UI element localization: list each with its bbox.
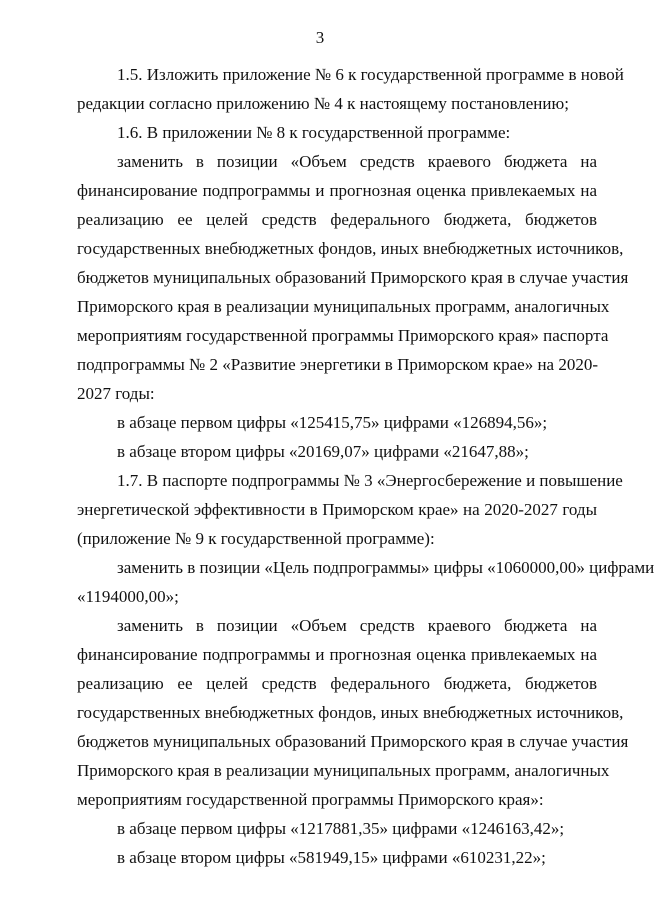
page-number: 3: [315, 28, 325, 47]
text-line: 1.6. В приложении № 8 к государственной программе:: [117, 123, 511, 142]
text-line: в абзаце втором цифры «581949,15» цифрами «610231,22»;: [117, 848, 546, 867]
text-line: мероприятиям государственной программы Приморского края» паспорта: [77, 326, 609, 345]
text-line: Приморского края в реализации муниципальных программ, аналогичных: [77, 297, 610, 316]
text-line: финансирование подпрограммы и прогнозная оценка привлекаемых на: [77, 645, 597, 664]
text-line: редакции согласно приложению № 4 к настоящему постановлению;: [77, 94, 569, 113]
text-line: реализацию ее целей средств федерального бюджета, бюджетов: [77, 674, 597, 693]
text-line: бюджетов муниципальных образований Приморского края в случае участия: [77, 268, 629, 287]
text-line: подпрограммы № 2 «Развитие энергетики в Приморском крае» на 2020-: [77, 355, 598, 374]
text-line: мероприятиям государственной программы Приморского края»:: [77, 790, 544, 809]
text-line: финансирование подпрограммы и прогнозная оценка привлекаемых на: [77, 181, 597, 200]
text-line: 2027 годы:: [77, 384, 155, 403]
text-line: «1194000,00»;: [77, 587, 179, 606]
text-line: в абзаце втором цифры «20169,07» цифрами «21647,88»;: [117, 442, 529, 461]
document-body: [77, 60, 654, 872]
text-line: заменить в позиции «Цель подпрограммы» цифры «1060000,00» цифрами: [117, 558, 654, 577]
text-line: бюджетов муниципальных образований Приморского края в случае участия: [77, 732, 629, 751]
text-line: заменить в позиции «Объем средств краевого бюджета на: [117, 152, 597, 171]
text-line: реализацию ее целей средств федерального бюджета, бюджетов: [77, 210, 597, 229]
text-line: государственных внебюджетных фондов, иных внебюджетных источников,: [77, 703, 624, 722]
text-line: 1.7. В паспорте подпрограммы № 3 «Энергосбережение и повышение: [117, 471, 623, 490]
text-line: энергетической эффективности в Приморском крае» на 2020-2027 годы: [77, 500, 597, 519]
text-line: государственных внебюджетных фондов, иных внебюджетных источников,: [77, 239, 624, 258]
text-line: в абзаце первом цифры «125415,75» цифрами «126894,56»;: [117, 413, 548, 432]
text-line: заменить в позиции «Объем средств краевого бюджета на: [117, 616, 597, 635]
text-line: 1.5. Изложить приложение № 6 к государственной программе в новой: [117, 65, 624, 84]
text-line: Приморского края в реализации муниципальных программ, аналогичных: [77, 761, 610, 780]
text-line: в абзаце первом цифры «1217881,35» цифрами «1246163,42»;: [117, 819, 565, 838]
text-line: (приложение № 9 к государственной программе):: [77, 529, 435, 548]
